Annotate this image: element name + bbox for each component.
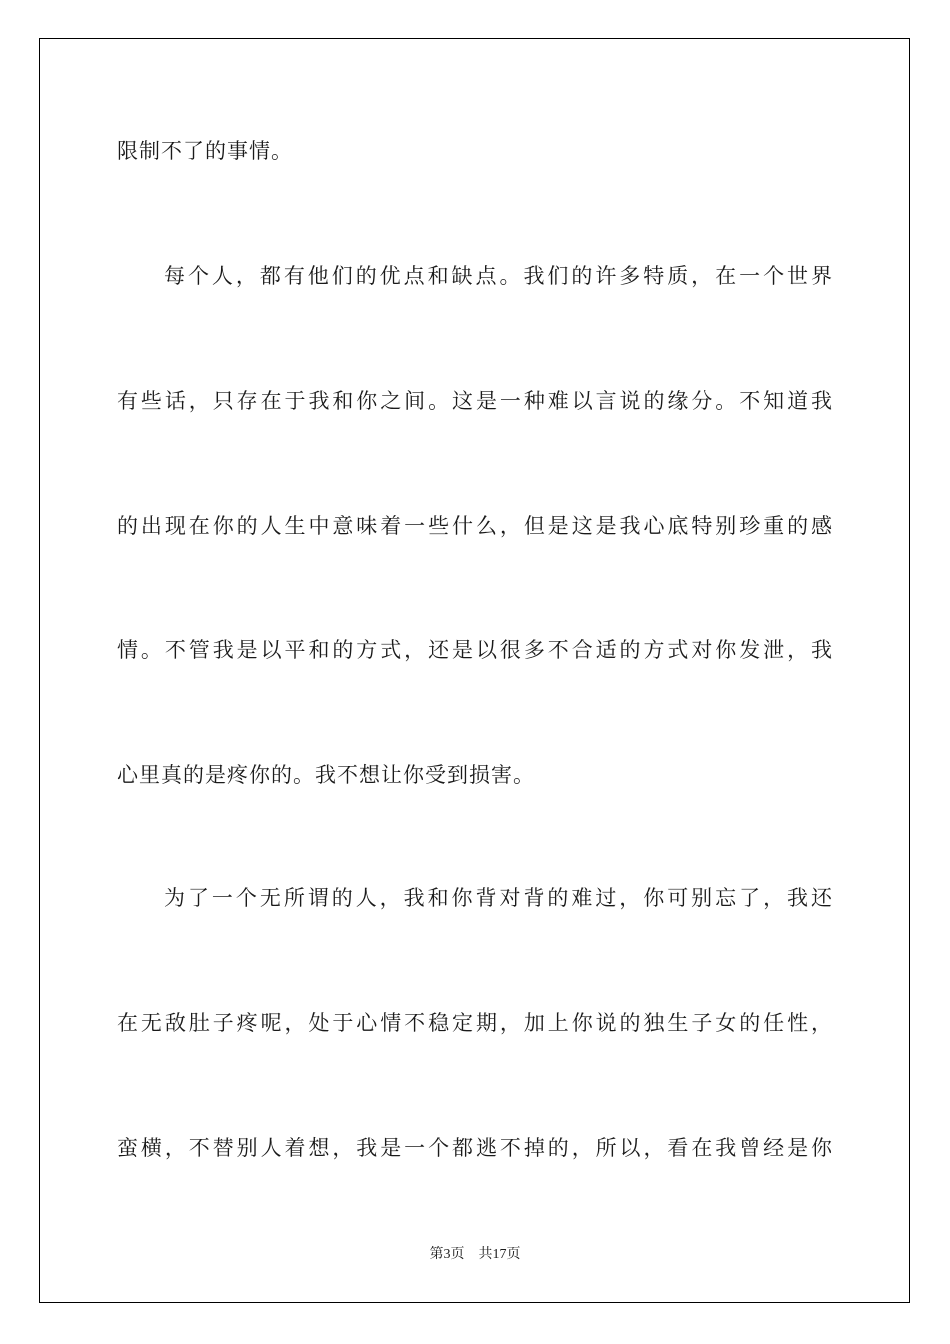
- text-line: 心里真的是疼你的。我不想让你受到损害。: [117, 763, 535, 787]
- text-line: 有些话，只存在于我和你之间。这是一种难以言说的缘分。不知道我: [117, 389, 833, 413]
- page-total: 共17页: [478, 1247, 521, 1262]
- text-line: 蛮横，不替别人着想，我是一个都逃不掉的，所以，看在我曾经是你: [117, 1136, 833, 1160]
- text-line: 每个人，都有他们的优点和缺点。我们的许多特质，在一个世界: [164, 264, 833, 288]
- text-line: 情。不管我是以平和的方式，还是以很多不合适的方式对你发泄，我: [117, 638, 833, 662]
- text-line: 限制不了的事情。: [117, 139, 293, 163]
- text-line: 的出现在你的人生中意味着一些什么，但是这是我心底特别珍重的感: [117, 514, 833, 538]
- page-number: 第3页: [429, 1247, 465, 1262]
- text-line: 在无敌肚子疼呢，处于心情不稳定期，加上你说的独生子女的任性，: [117, 1011, 833, 1035]
- text-line: 为了一个无所谓的人，我和你背对背的难过，你可别忘了，我还: [164, 886, 833, 910]
- page-footer: [0, 1246, 950, 1264]
- page-border: [39, 38, 910, 1303]
